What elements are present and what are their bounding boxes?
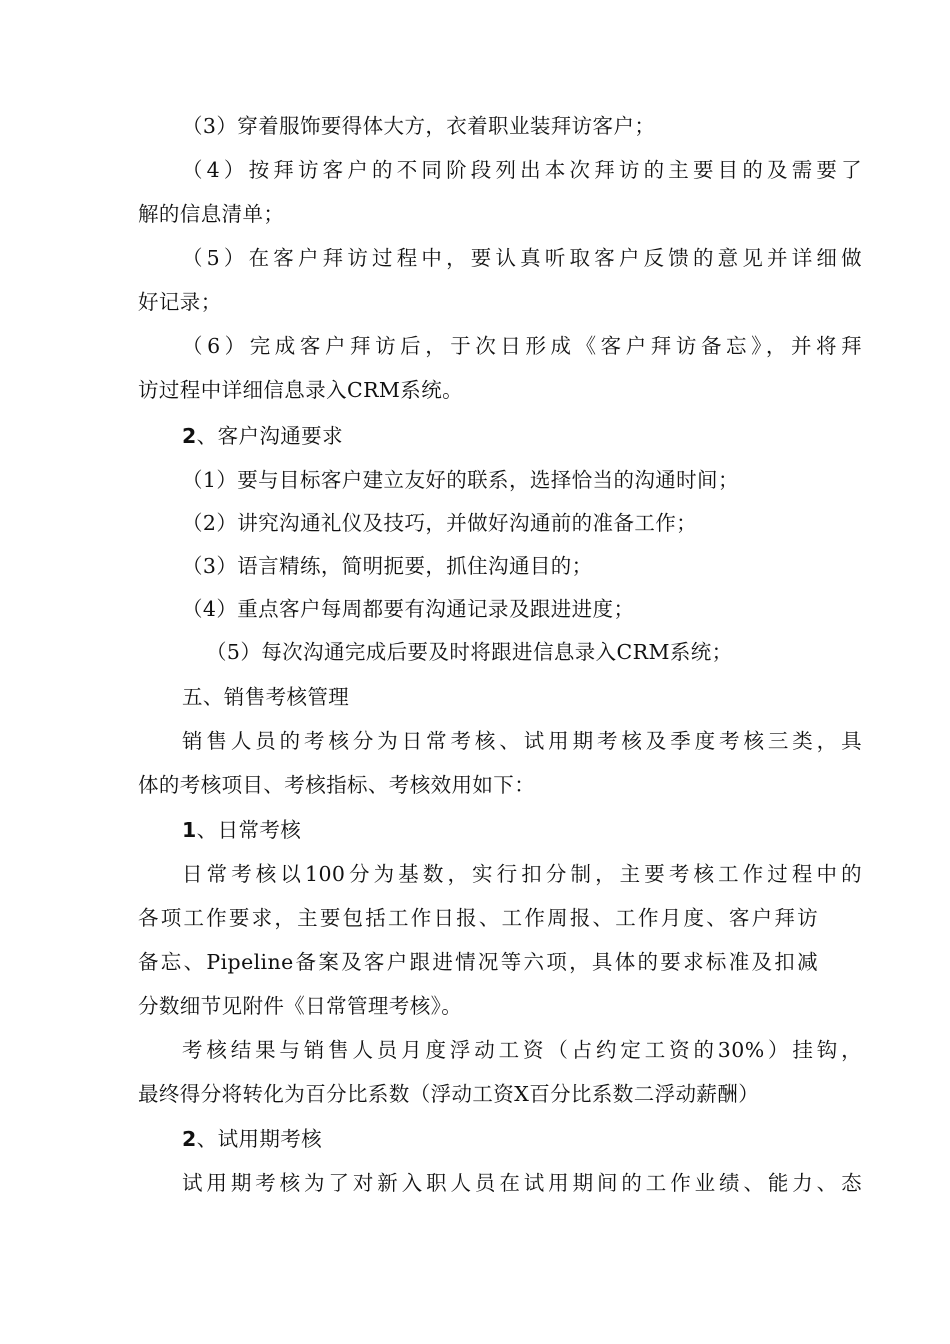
- section-heading: [182, 815, 862, 845]
- section-heading: [182, 1124, 862, 1154]
- paragraph-line: （4）重点客户每周都要有沟通记录及跟进进度；: [182, 597, 635, 621]
- section-number: 2: [182, 424, 197, 448]
- paragraph-line: 解的信息清单；: [138, 202, 285, 226]
- paragraph-line: （3）语言精练，简明扼要，抓住沟通目的；: [182, 554, 593, 578]
- paragraph-line: 访过程中详细信息录入CRM系统。: [138, 378, 464, 402]
- paragraph-line: 日常考核以100分为基数，实行扣分制，主要考核工作过程中的: [182, 862, 862, 886]
- section-number: 1: [182, 818, 197, 842]
- paragraph-line: 最终得分将转化为百分比系数（浮动工资X百分比系数二浮动薪酬）: [138, 1082, 760, 1106]
- paragraph-line: 销售人员的考核分为日常考核、试用期考核及季度考核三类，具: [182, 729, 862, 753]
- section-number: 2: [182, 1127, 197, 1151]
- paragraph-line: 试用期考核为了对新入职人员在试用期间的工作业绩、能力、态: [182, 1171, 862, 1195]
- section-heading: [182, 421, 862, 451]
- paragraph-line: （2）讲究沟通礼仪及技巧，并做好沟通前的准备工作；: [182, 511, 698, 535]
- paragraph-line: 备忘、Pipeline备案及客户跟进情况等六项，具体的要求标准及扣减: [138, 950, 818, 974]
- chapter-heading: 五、销售考核管理: [182, 685, 350, 709]
- section-title: 、日常考核: [196, 818, 302, 842]
- paragraph-line: （5）每次沟通完成后要及时将跟进信息录入CRM系统；: [206, 640, 733, 664]
- paragraph-line: 分数细节见附件《日常管理考核》。: [138, 994, 463, 1018]
- paragraph-line: （4）按拜访客户的不同阶段列出本次拜访的主要目的及需要了: [182, 158, 862, 182]
- paragraph-line: 好记录；: [138, 290, 222, 314]
- section-title: 、客户沟通要求: [196, 424, 343, 448]
- paragraph-line: （6）完成客户拜访后，于次日形成《客户拜访备忘》，并将拜: [182, 334, 862, 358]
- paragraph-line: 考核结果与销售人员月度浮动工资（占约定工资的30%）挂钩，: [182, 1038, 862, 1062]
- paragraph-line: （5）在客户拜访过程中，要认真听取客户反馈的意见并详细做: [182, 246, 862, 270]
- paragraph-line: （1）要与目标客户建立友好的联系，选择恰当的沟通时间；: [182, 468, 739, 492]
- paragraph-line: （3）穿着服饰要得体大方，衣着职业装拜访客户；: [182, 114, 656, 138]
- paragraph-line: 各项工作要求，主要包括工作日报、工作周报、工作月度、客户拜访: [138, 906, 818, 930]
- section-title: 、试用期考核: [196, 1127, 323, 1151]
- paragraph-line: 体的考核项目、考核指标、考核效用如下：: [138, 773, 536, 797]
